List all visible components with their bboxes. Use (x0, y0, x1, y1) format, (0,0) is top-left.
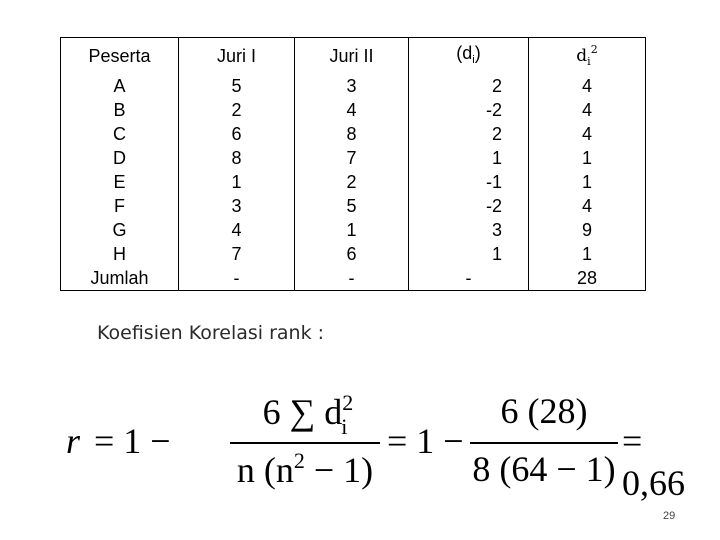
cell-peserta: A (61, 74, 179, 98)
cell-peserta: C (61, 122, 179, 146)
formula-lhs: r (66, 421, 81, 461)
denominator-end: − 1) (304, 450, 374, 490)
cell-d-squared: 4 (529, 194, 646, 218)
cell-d-squared: 9 (529, 218, 646, 242)
total-d-squared: 28 (529, 266, 646, 291)
section-label: Koefisien Korelasi rank : (97, 322, 325, 344)
cell-juri-1: 7 (179, 242, 295, 266)
total-label: Jumlah (61, 266, 179, 291)
formula-result: = 0,66 (622, 421, 685, 503)
table-row (61, 122, 646, 146)
cell-d: 2 (409, 122, 529, 146)
table-header-row (61, 38, 646, 75)
header-dsq-base: d (576, 46, 588, 66)
cell-peserta: F (61, 194, 179, 218)
table-row (61, 218, 646, 242)
denominator-text: n (n (236, 450, 294, 490)
header-juri-1: Juri I (179, 38, 295, 75)
header-d-squared (529, 38, 646, 75)
header-d-close: ) (474, 42, 481, 63)
formula-part-1: = 1 − (94, 421, 171, 461)
table-total-row (61, 266, 646, 291)
cell-juri-1: 8 (179, 146, 295, 170)
cell-juri-2: 3 (295, 74, 409, 98)
cell-d-squared: 1 (529, 170, 646, 194)
cell-juri-2: 2 (295, 170, 409, 194)
cell-d: 2 (409, 74, 529, 98)
fraction-bar (230, 442, 380, 444)
cell-d: -2 (409, 98, 529, 122)
cell-d: -2 (409, 194, 529, 218)
page-number: 29 (663, 510, 676, 522)
header-peserta: Peserta (61, 38, 179, 75)
cell-juri-2: 7 (295, 146, 409, 170)
cell-peserta: B (61, 98, 179, 122)
cell-d: 1 (409, 146, 529, 170)
fraction-general-numerator (230, 390, 380, 440)
cell-juri-1: 3 (179, 194, 295, 218)
fraction-substituted-denominator: 8 (64 − 1) (472, 449, 616, 489)
header-dsq-sup: 2 (590, 43, 598, 56)
table-row (61, 74, 646, 98)
cell-juri-1: 2 (179, 98, 295, 122)
header-d-open: (d (456, 42, 473, 63)
fraction-general-denominator (230, 448, 380, 491)
cell-juri-2: 8 (295, 122, 409, 146)
rank-table (60, 37, 646, 291)
denominator-sup: 2 (293, 448, 305, 473)
total-juri-1: - (179, 266, 295, 291)
cell-peserta: D (61, 146, 179, 170)
formula-part-2: = 1 − (387, 421, 464, 461)
cell-peserta: E (61, 170, 179, 194)
cell-juri-2: 1 (295, 218, 409, 242)
cell-d: 1 (409, 242, 529, 266)
cell-peserta: H (61, 242, 179, 266)
fraction-general (230, 382, 380, 492)
numerator-text: 6 ∑ d (262, 392, 343, 432)
table-row (61, 146, 646, 170)
table-row (61, 98, 646, 122)
table-row (61, 242, 646, 266)
cell-juri-1: 5 (179, 74, 295, 98)
table-row (61, 170, 646, 194)
fraction-substituted-numerator: 6 (28) (500, 391, 588, 431)
header-d-sub: i (472, 53, 475, 66)
numerator-sub: i (341, 414, 348, 439)
cell-juri-2: 5 (295, 194, 409, 218)
cell-d-squared: 4 (529, 122, 646, 146)
table-row (61, 194, 646, 218)
spearman-formula (62, 382, 685, 503)
cell-d: 3 (409, 218, 529, 242)
numerator-sup: 2 (342, 390, 354, 415)
total-juri-2: - (295, 266, 409, 291)
total-d: - (409, 266, 529, 291)
header-juri-2: Juri II (295, 38, 409, 75)
cell-d-squared: 4 (529, 98, 646, 122)
cell-juri-1: 1 (179, 170, 295, 194)
cell-juri-1: 6 (179, 122, 295, 146)
cell-peserta: G (61, 218, 179, 242)
cell-d-squared: 1 (529, 242, 646, 266)
fraction-substituted (470, 382, 618, 492)
header-dsq-sub: i (587, 55, 591, 68)
cell-d: -1 (409, 170, 529, 194)
fraction-bar (470, 442, 618, 444)
header-d (409, 38, 529, 75)
cell-juri-2: 6 (295, 242, 409, 266)
cell-juri-1: 4 (179, 218, 295, 242)
cell-d-squared: 4 (529, 74, 646, 98)
cell-d-squared: 1 (529, 146, 646, 170)
cell-juri-2: 4 (295, 98, 409, 122)
